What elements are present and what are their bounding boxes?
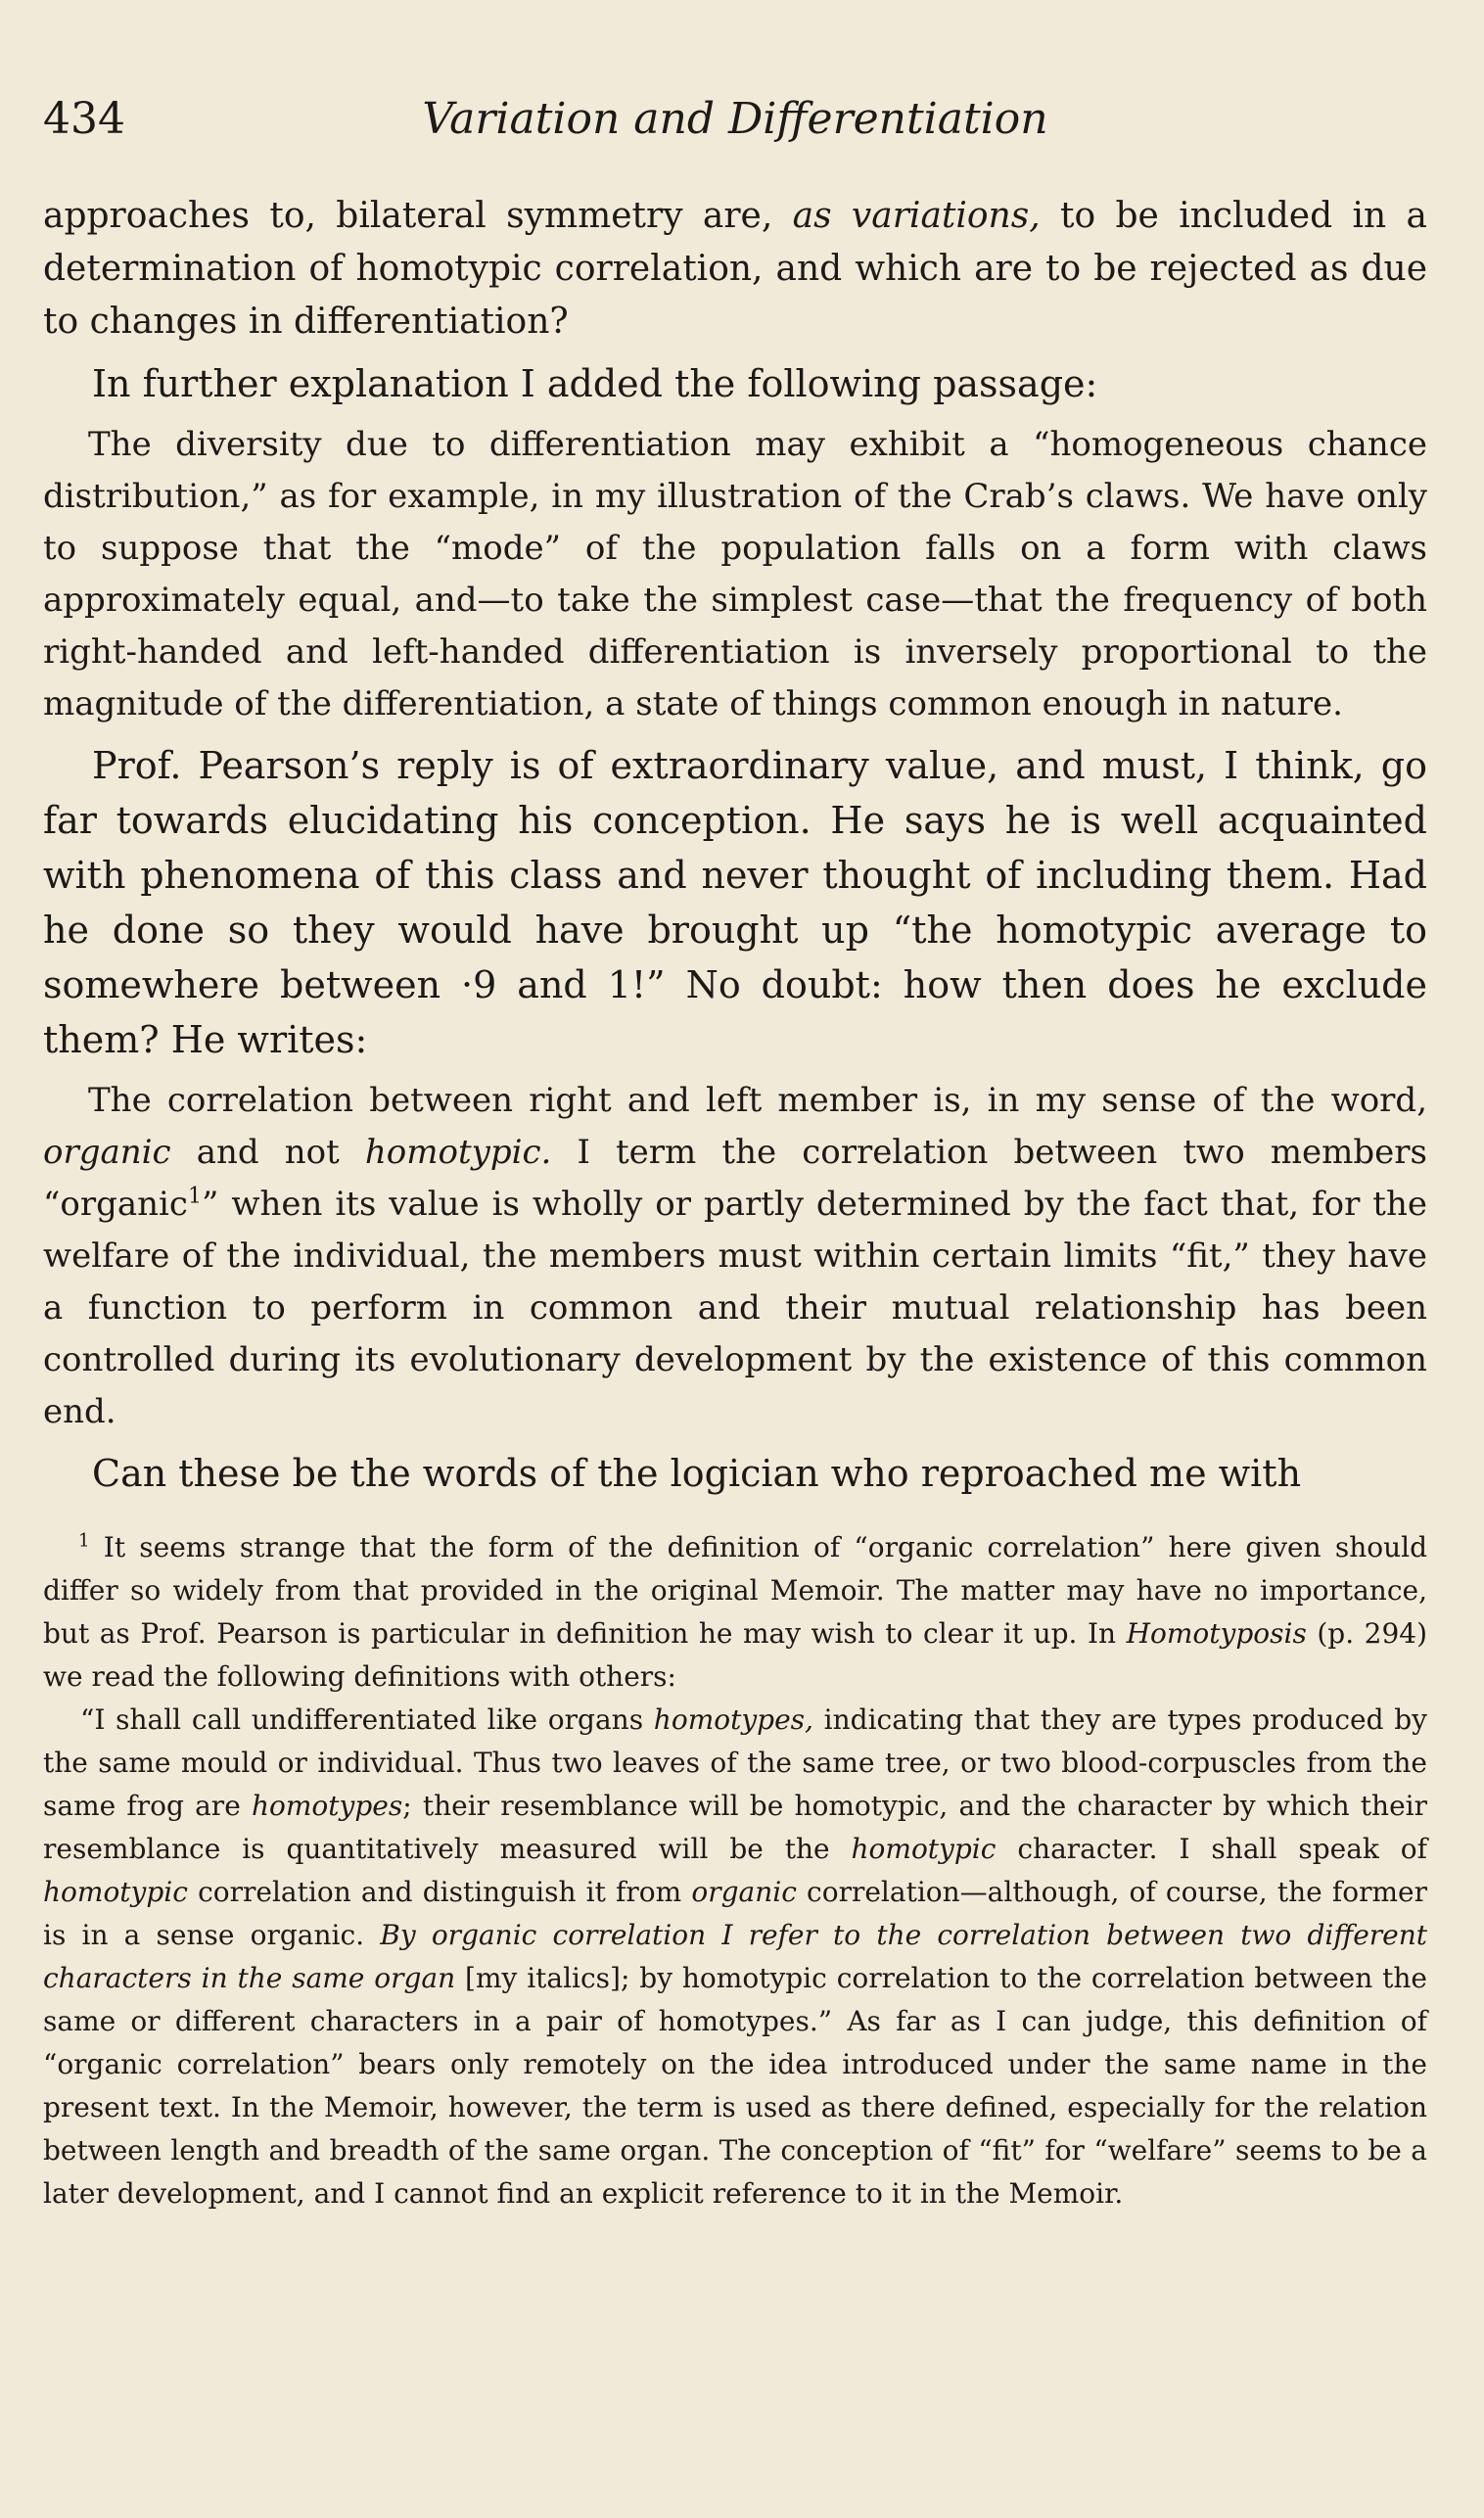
footnote-number: 1 [78, 1530, 90, 1552]
footnote-1: $^1$ It seems strange that the form of the definition of “organic correlation” here given should differ so widely from that provided in the original Memoir. The matter may have no importance, but as Prof. Pearson is particular in definition he may wish to clear it up. In Homotyposis (p. 294) we read the following definitions with others: [43, 1530, 1427, 1693]
paragraph-explanation-intro: In further explanation I added the following passage: [92, 362, 1098, 405]
paragraph-logician: Can these be the words of the logician who reproached me with [92, 1452, 1302, 1495]
footnote-marker: 1 [187, 1183, 203, 1209]
main-text [43, 190, 1427, 1501]
block-quote-correlation: The correlation between right and left member is, in my sense of the word, organic and not homotypic. I term the correlation between two members “organic$^1$” when its value is wholly or partly determined by the fact that, for the welfare of the individual, the members must within certain limits “fit,” they have a function to perform in common and their mutual relationship has been controlled during its evolutionary development by the existence of this common end. [43, 1081, 1427, 1431]
page-header [43, 90, 1427, 166]
running-title: Variation and Differentiation [422, 94, 1048, 144]
footnote-1-quote: “I shall call undifferentiated like organs homotypes, indicating that they are types produced by the same mould or individual. Thus two leaves of the same tree, or two blood-corpuscles from the same frog are homotypes; their resemblance will be homotypic, and the character by which their resemblance is quantitatively measured will be the homotypic character. I shall speak of homotypic correlation and distinguish it from organic correlation—although, of course, the former is in a sense organic. By organic correlation I refer to the correlation between two different characters in the same organ [my italics]; by homotypic correlation to the correlation between the same or different characters in a pair of homotypes.” As far as I can judge, this definition of “organic correlation” bears only remotely on the idea introduced under the same name in the present text. In the Memoir, however, the term is used as there defined, especially for the relation between length and breadth of the same organ. The conception of “fit” for “welfare” seems to be a later development, and I cannot find an explicit reference to it in the Memoir. [43, 1703, 1428, 2210]
paragraph-continued: approaches to, bilateral symmetry are, as variations, to be included in a determination of homotypic correlation, and which are to be rejected as due to changes in differentiation? [43, 196, 1427, 342]
footnotes [43, 1526, 1427, 2215]
page-number: 434 [43, 94, 125, 144]
block-quote-diversity: The diversity due to differentiation may exhibit a “homogeneous chance distribution,” as for example, in my illustration of the Crab’s claws. We have only to suppose that the “mode” of the population falls on a form with claws approximately equal, and—to take the simplest case—that the frequency of both right-handed and left-handed differentiation is inversely proportional to the magnitude of the differentiation, a state of things common enough in nature. [43, 425, 1427, 723]
paragraph-pearson-reply: Prof. Pearson’s reply is of extraordinary value, and must, I think, go far towards elucidating his conception. He says he is well acquainted with phenomena of this class and never thought of including them. Had he done so they would have brought up “the homotypic average to somewhere between ·9 and 1!” No doubt: how then does he exclude them? He writes: [43, 744, 1427, 1061]
